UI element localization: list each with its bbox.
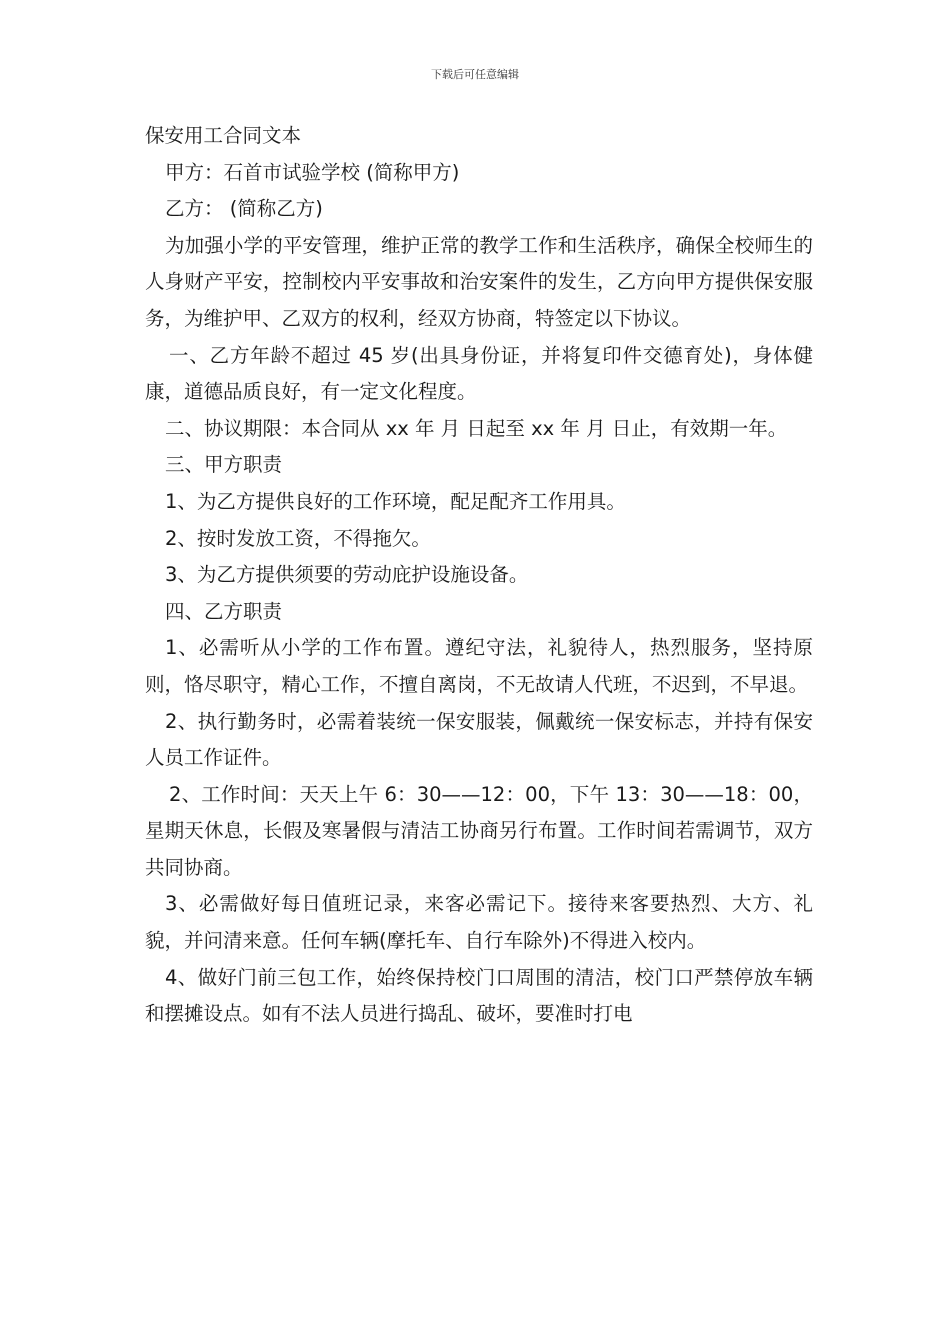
party-b-line: 乙方： (简称乙方) bbox=[165, 197, 323, 221]
party-b-duty-4: 4、做好门前三包工作，始终保持校门口周围的清洁，校门口严禁停放车辆和摆摊设点。如有不法人员进行捣乱、破坏，要准时打电 bbox=[145, 965, 813, 1026]
document-title: 保安用工合同文本 bbox=[145, 124, 302, 147]
page-header-note: 下载后可任意编辑 bbox=[431, 68, 519, 81]
section-3-heading: 三、甲方职责 bbox=[165, 453, 283, 477]
document-body bbox=[145, 118, 813, 1033]
party-a-line: 甲方：石首市试验学校 (简称甲方) bbox=[165, 160, 460, 184]
party-a-duty-1: 1、为乙方提供良好的工作环境，配足配齐工作用具。 bbox=[165, 489, 626, 513]
party-a-duty-3: 3、为乙方提供须要的劳动庇护设施设备。 bbox=[165, 563, 529, 587]
party-a-duty-2: 2、按时发放工资，不得拖欠。 bbox=[165, 526, 431, 550]
clause-2-paragraph: 二、协议期限：本合同从 xx 年 月 日起至 xx 年 月 日止，有效期一年。 bbox=[165, 416, 788, 440]
section-4-heading: 四、乙方职责 bbox=[165, 599, 283, 623]
clause-1-paragraph: 一、乙方年龄不超过 45 岁(出具身份证，并将复印件交德育处)，身体健康，道德品质良好，有一定文化程度。 bbox=[145, 343, 813, 404]
party-b-duty-1: 1、必需听从小学的工作布置。遵纪守法，礼貌待人，热烈服务，坚持原则，恪尽职守，精心工作，不擅自离岗，不无故请人代班，不迟到，不早退。 bbox=[145, 636, 813, 696]
party-b-duty-2: 2、执行勤务时，必需着装统一保安服装，佩戴统一保安标志，并持有保安人员工作证件。 bbox=[145, 709, 813, 770]
party-b-duty-3: 3、必需做好每日值班记录，来客必需记下。接待来客要热烈、大方、礼貌，并问清来意。任何车辆(摩托车、自行车除外)不得进入校内。 bbox=[145, 892, 813, 953]
preamble-paragraph: 为加强小学的平安管理，维护正常的教学工作和生活秩序，确保全校师生的人身财产平安，控制校内平安事故和治安案件的发生，乙方向甲方提供保安服务，为维护甲、乙双方的权利，经双方协商，特签定以下协议。 bbox=[145, 233, 813, 330]
party-b-duty-work-hours: 2、工作时间：天天上午 6：30——12：00，下午 13：30——18：00，星期天休息，长假及寒暑假与清洁工协商另行布置。工作时间若需调节，双方共同协商。 bbox=[145, 782, 813, 879]
